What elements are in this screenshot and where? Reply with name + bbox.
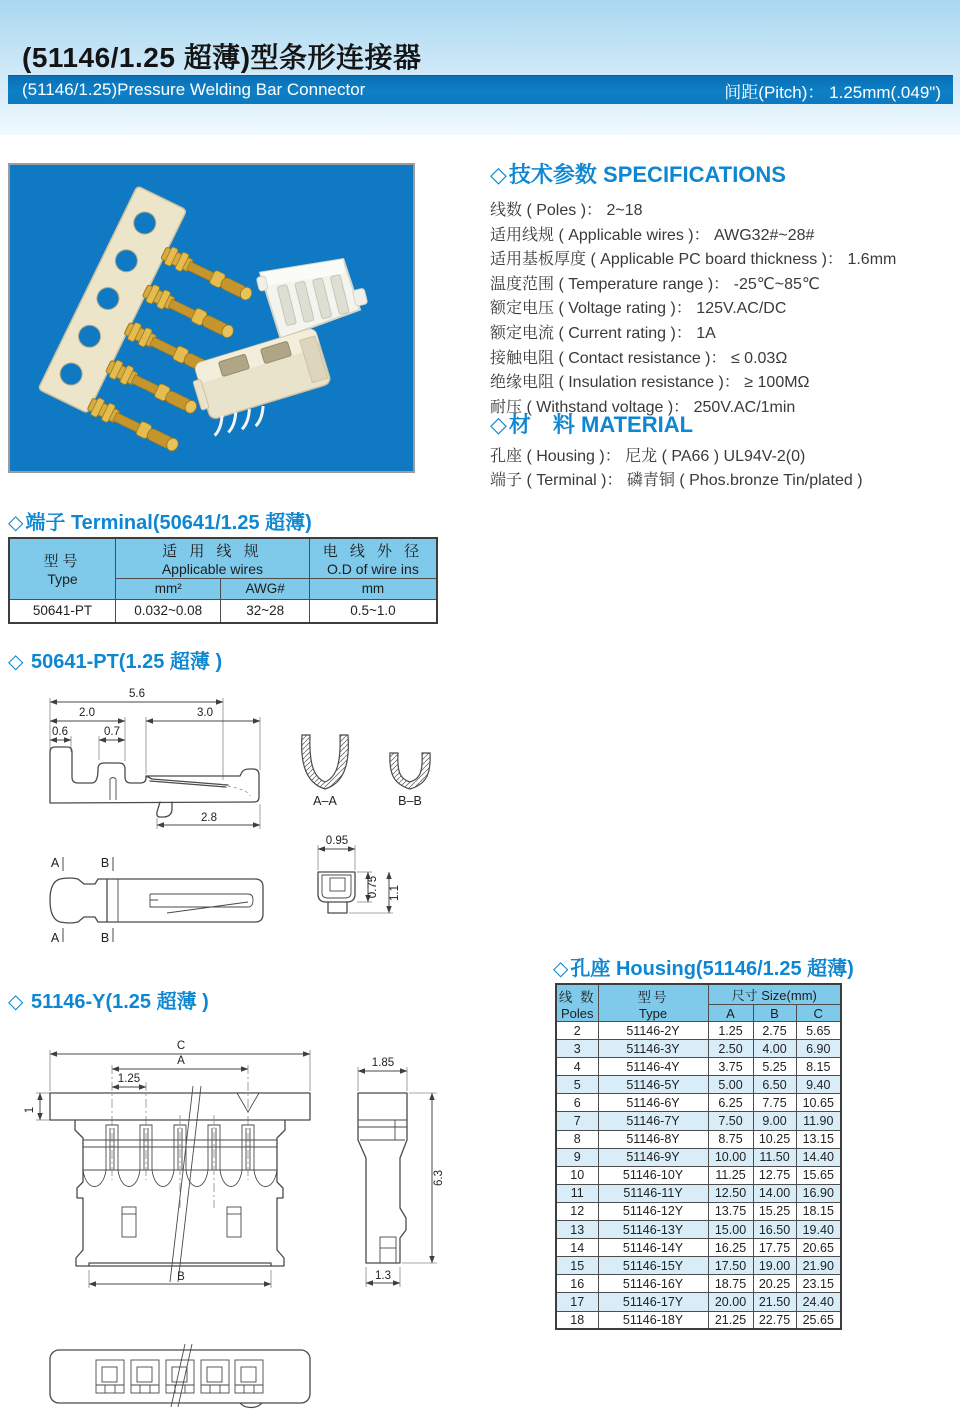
table-cell: 51146-11Y [598, 1184, 708, 1202]
bottom-cavities [96, 1360, 263, 1393]
dim-label: 1 [24, 1106, 36, 1114]
housing-drawing [0, 1030, 480, 1320]
table-cell: 9 [556, 1148, 598, 1166]
table-cell: 18.15 [796, 1202, 841, 1220]
table-cell: 51146-8Y [598, 1130, 708, 1148]
dim-label: 1.85 [371, 1057, 395, 1069]
specifications-section [490, 158, 955, 420]
table-cell: 51146-10Y [598, 1166, 708, 1184]
spec-line: 适用线规 ( Applicable wires )： AWG32#~28# [490, 226, 815, 244]
spec-line: 接触电阻 ( Contact resistance )： ≤ 0.03Ω [490, 349, 788, 367]
terminal-table [8, 537, 438, 624]
table-cell: 8 [556, 1130, 598, 1148]
specifications-heading: ◇技术参数 SPECIFICATIONS [490, 162, 786, 187]
table-cell: 4.00 [753, 1040, 796, 1058]
spec-line: 额定电压 ( Voltage rating )： 125V.AC/DC [490, 300, 787, 318]
dim-label: B [177, 1271, 185, 1283]
dim-label: 0.95 [325, 835, 349, 847]
table-cell: 11.90 [796, 1112, 841, 1130]
housing-table-subheader-b: B [753, 1005, 796, 1022]
table-cell: 3 [556, 1040, 598, 1058]
table-cell: 51146-12Y [598, 1202, 708, 1220]
housing-table-body [556, 1022, 841, 1330]
material-heading: ◇材 料 MATERIAL [490, 412, 694, 437]
table-row [556, 1311, 841, 1329]
table-cell: 16 [556, 1275, 598, 1293]
table-cell: 2.50 [708, 1040, 753, 1058]
spec-line: 额定电流 ( Current rating )： 1A [490, 324, 716, 342]
table-cell: 2.75 [753, 1022, 796, 1040]
material-line: 端子 ( Terminal )： 磷青铜 ( Phos.bronze Tin/plated ) [490, 471, 863, 489]
table-cell: 50641-PT [9, 599, 115, 623]
diamond-icon: ◇ [490, 162, 507, 187]
table-row [556, 1221, 841, 1239]
terminal-table-subheader-mm: mm [309, 578, 437, 599]
table-row [556, 1112, 841, 1130]
table-cell: 6.90 [796, 1040, 841, 1058]
table-row [556, 1239, 841, 1257]
section-marker: B [100, 856, 110, 870]
table-cell: 51146-4Y [598, 1058, 708, 1076]
table-row [556, 1040, 841, 1058]
page-subtitle: (51146/1.25)Pressure Welding Bar Connector [22, 80, 366, 99]
table-cell: 11.50 [753, 1148, 796, 1166]
table-cell: 12 [556, 1202, 598, 1220]
dim-label: 5.6 [129, 688, 145, 700]
terminal-table-header-od: 电 线 外 径 O.D of wire ins [309, 538, 437, 578]
table-cell: 8.15 [796, 1058, 841, 1076]
terminal-section-heading: ◇ 端子 Terminal(50641/1.25 超薄) [8, 512, 312, 534]
table-cell: 15.00 [708, 1221, 753, 1239]
table-cell: 51146-18Y [598, 1311, 708, 1329]
housing-table-subheader-c: C [796, 1005, 841, 1022]
table-cell: 51146-17Y [598, 1293, 708, 1311]
table-cell: 8.75 [708, 1130, 753, 1148]
table-cell: 17.75 [753, 1239, 796, 1257]
table-cell: 7.50 [708, 1112, 753, 1130]
table-cell: 15.65 [796, 1166, 841, 1184]
dim-label: 1.1 [389, 885, 401, 901]
table-cell: 51146-7Y [598, 1112, 708, 1130]
table-cell: 9.00 [753, 1112, 796, 1130]
table-row [556, 1076, 841, 1094]
table-cell: 2 [556, 1022, 598, 1040]
table-row [556, 1058, 841, 1076]
table-cell: 10.00 [708, 1148, 753, 1166]
table-cell: 4 [556, 1058, 598, 1076]
product-photo-art [10, 165, 413, 471]
terminal-drawing-heading: ◇ 50641-PT(1.25 超薄 ) [8, 651, 223, 673]
terminal-table-row [9, 599, 437, 623]
material-list [490, 445, 955, 492]
table-cell: 17 [556, 1293, 598, 1311]
dim-label: A [177, 1055, 185, 1067]
dim-label: C [176, 1040, 186, 1052]
housing-drawing-heading: ◇ 51146-Y(1.25 超薄 ) [8, 991, 209, 1013]
table-cell: 51146-14Y [598, 1239, 708, 1257]
table-row [556, 1148, 841, 1166]
terminal-table-header-type: 型号 Type [9, 538, 115, 599]
latch-windows [122, 1207, 241, 1237]
table-row [556, 1130, 841, 1148]
table-cell: 16.25 [708, 1239, 753, 1257]
table-cell: 25.65 [796, 1311, 841, 1329]
dim-label: 2.0 [79, 707, 95, 719]
diamond-icon: ◇ [8, 651, 24, 673]
table-cell: 14.00 [753, 1184, 796, 1202]
table-cell: 24.40 [796, 1293, 841, 1311]
table-cell: 51146-15Y [598, 1257, 708, 1275]
table-cell: 6.50 [753, 1076, 796, 1094]
table-row [556, 1166, 841, 1184]
table-row [556, 1293, 841, 1311]
table-cell: 7 [556, 1112, 598, 1130]
table-cell: 16.50 [753, 1221, 796, 1239]
table-cell: 23.15 [796, 1275, 841, 1293]
table-row [556, 1202, 841, 1220]
section-marker: A [50, 856, 60, 870]
spec-line: 温度范围 ( Temperature range )： -25℃~85℃ [490, 275, 820, 293]
table-cell: 5.25 [753, 1058, 796, 1076]
table-cell: 22.75 [753, 1311, 796, 1329]
table-cell: 21.50 [753, 1293, 796, 1311]
table-cell: 14 [556, 1239, 598, 1257]
table-cell: 51146-2Y [598, 1022, 708, 1040]
table-row [556, 1094, 841, 1112]
table-cell: 51146-13Y [598, 1221, 708, 1239]
dim-label: 2.8 [201, 812, 217, 824]
terminal-table-header-wires: 适 用 线 规 Applicable wires [115, 538, 309, 578]
table-cell: 13.75 [708, 1202, 753, 1220]
table-cell: 51146-6Y [598, 1094, 708, 1112]
table-row [556, 1257, 841, 1275]
section-label: A–A [313, 794, 337, 808]
housing-section-heading: ◇ 孔座 Housing(51146/1.25 超薄) [553, 958, 854, 980]
table-cell: 12.50 [708, 1184, 753, 1202]
housing-table-header-type: 型号 Type [598, 984, 708, 1022]
table-cell: 20.25 [753, 1275, 796, 1293]
spec-line: 线数 ( Poles )： 2~18 [490, 202, 643, 219]
dim-label: 0.7 [104, 726, 120, 738]
table-cell: 17.50 [708, 1257, 753, 1275]
table-cell: 51146-3Y [598, 1040, 708, 1058]
table-cell: 19.00 [753, 1257, 796, 1275]
table-cell: 7.75 [753, 1094, 796, 1112]
table-cell: 5.65 [796, 1022, 841, 1040]
housing-bottom-view [0, 1340, 480, 1409]
product-photo [8, 163, 415, 473]
table-cell: 9.40 [796, 1076, 841, 1094]
dim-label: 1.25 [117, 1073, 141, 1085]
diamond-icon: ◇ [8, 512, 24, 534]
dim-label: 1.3 [375, 1270, 391, 1282]
table-cell: 21.25 [708, 1311, 753, 1329]
dim-label: 3.0 [197, 707, 213, 719]
spec-line: 适用基板厚度 ( Applicable PC board thickness )： 1.6mm [490, 251, 897, 269]
title-bar [8, 75, 953, 104]
table-cell: 11.25 [708, 1166, 753, 1184]
specifications-list [490, 199, 955, 420]
table-cell: 14.40 [796, 1148, 841, 1166]
table-cell: 10.65 [796, 1094, 841, 1112]
table-cell: 0.5~1.0 [309, 599, 437, 623]
table-cell: 51146-5Y [598, 1076, 708, 1094]
table-cell: 11 [556, 1184, 598, 1202]
table-cell: 32~28 [221, 599, 309, 623]
table-cell: 5 [556, 1076, 598, 1094]
page-header [0, 0, 960, 135]
section-marker: B [100, 931, 110, 945]
housing-table-header-poles: 线 数 Poles [556, 984, 598, 1022]
terminal-table-subheader-mm2: mm² [115, 578, 220, 599]
material-line: 孔座 ( Housing )： 尼龙 ( PA66 ) UL94V-2(0) [490, 448, 806, 465]
diamond-icon: ◇ [490, 412, 507, 437]
pin-channels [106, 1125, 254, 1170]
table-cell: 5.00 [708, 1076, 753, 1094]
table-cell: 10 [556, 1166, 598, 1184]
table-row [556, 1275, 841, 1293]
table-cell: 12.75 [753, 1166, 796, 1184]
spec-line: 耐压 ( Withstand voltage )： 250V.AC/1min [490, 398, 796, 416]
table-cell: 19.40 [796, 1221, 841, 1239]
table-cell: 51146-9Y [598, 1148, 708, 1166]
dim-label: 0.75 [367, 875, 379, 899]
terminal-table-subheader-awg: AWG# [221, 578, 309, 599]
material-section [490, 408, 955, 492]
table-cell: 13 [556, 1221, 598, 1239]
page-title: (51146/1.25 超薄)型条形连接器 [22, 42, 422, 73]
diamond-icon: ◇ [553, 958, 569, 980]
table-cell: 6.25 [708, 1094, 753, 1112]
table-cell: 16.90 [796, 1184, 841, 1202]
table-cell: 18.75 [708, 1275, 753, 1293]
table-cell: 3.75 [708, 1058, 753, 1076]
section-marker: A [50, 931, 60, 945]
table-cell: 20.65 [796, 1239, 841, 1257]
table-cell: 15 [556, 1257, 598, 1275]
pitch-label: 间距(Pitch)： 1.25mm(.049") [724, 82, 941, 102]
table-cell: 15.25 [753, 1202, 796, 1220]
table-row [556, 1184, 841, 1202]
housing-table [555, 983, 842, 1330]
dim-label: 0.6 [52, 726, 68, 738]
table-cell: 6 [556, 1094, 598, 1112]
table-cell: 51146-16Y [598, 1275, 708, 1293]
terminal-drawing [0, 672, 480, 980]
table-cell: 1.25 [708, 1022, 753, 1040]
dim-label: 6.3 [433, 1170, 445, 1186]
table-cell: 13.15 [796, 1130, 841, 1148]
table-cell: 21.90 [796, 1257, 841, 1275]
section-label: B–B [398, 794, 422, 808]
table-row [556, 1022, 841, 1040]
housing-table-subheader-a: A [708, 1005, 753, 1022]
spec-line: 绝缘电阻 ( Insulation resistance )： ≥ 100MΩ [490, 374, 810, 392]
channel-centerlines [180, 1115, 214, 1208]
table-cell: 18 [556, 1311, 598, 1329]
diamond-icon: ◇ [8, 991, 24, 1013]
table-cell: 20.00 [708, 1293, 753, 1311]
housing-table-header-size: 尺寸 Size(mm) [708, 984, 841, 1005]
table-cell: 0.032~0.08 [115, 599, 220, 623]
table-cell: 10.25 [753, 1130, 796, 1148]
